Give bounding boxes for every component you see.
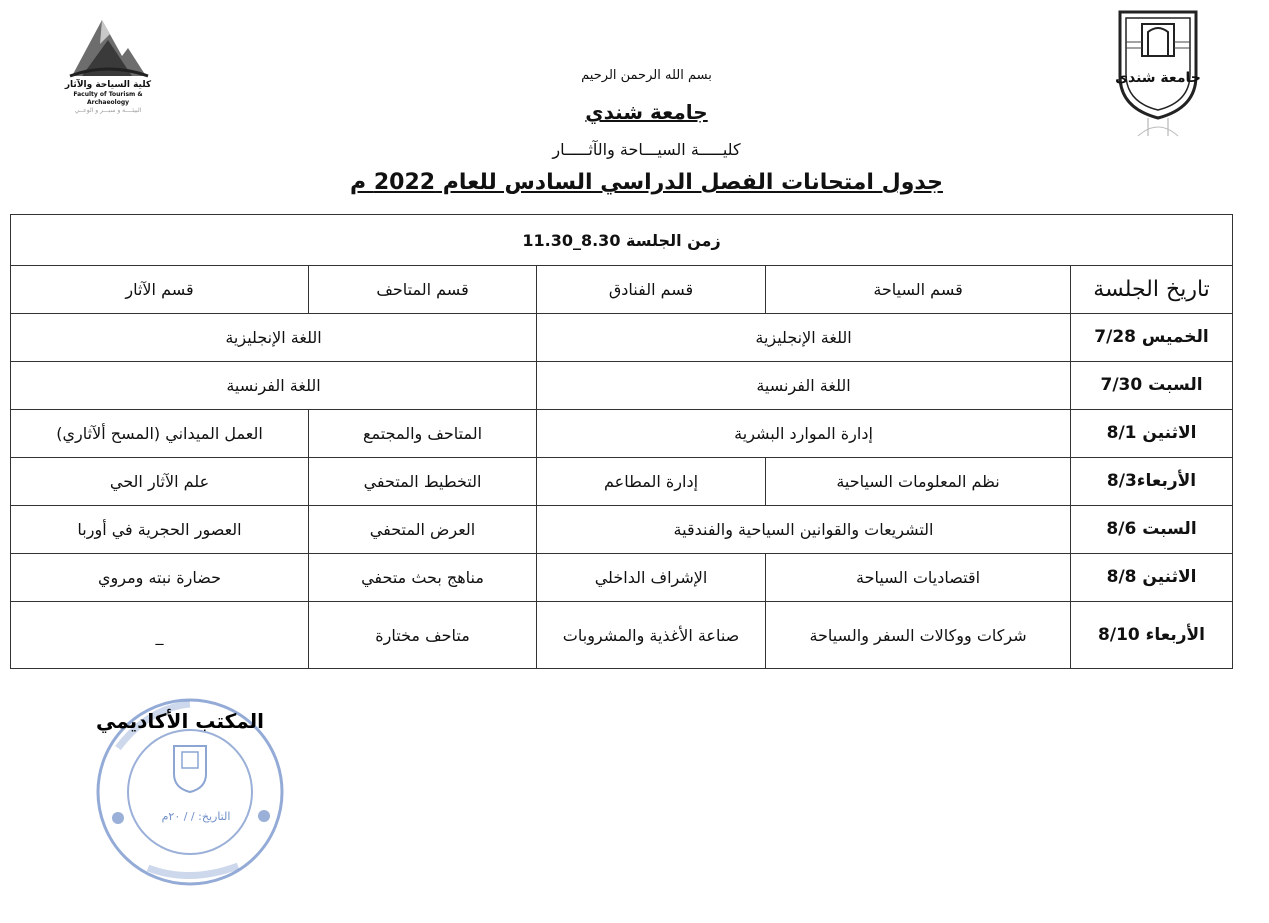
row-date: الأربعاء 8/10 [1071, 602, 1233, 669]
row-tourism-hotels: إدارة الموارد البشرية [537, 410, 1071, 458]
table-row [11, 506, 1233, 554]
college-logo-arabic: كلية السياحة والآثار [64, 80, 152, 90]
row-museums: العرض المتحفي [309, 506, 537, 554]
row-museums: التخطيط المتحفي [309, 458, 537, 506]
row-museums: متاحف مختارة [309, 602, 537, 669]
table-row [11, 410, 1233, 458]
row-archaeology: علم الآثار الحي [11, 458, 309, 506]
college-name: كليـــــة السيـــاحة والآثـــــار [552, 140, 741, 159]
row-museums-archaeology: اللغة الإنجليزية [11, 314, 537, 362]
svg-text:التاريخ: / / ٢٠م: التاريخ: / / ٢٠م [161, 810, 231, 823]
row-date: الخميس 7/28 [1071, 314, 1233, 362]
document-title: جدول امتحانات الفصل الدراسي السادس للعام 2022 م [350, 170, 943, 195]
header-hotels: قسم الفنادق [537, 266, 766, 314]
row-date: الأربعاء8/3 [1071, 458, 1233, 506]
academic-office-label: المكتب الأكاديمي [96, 709, 265, 733]
row-archaeology: العصور الحجرية في أوربا [11, 506, 309, 554]
table-header-row [11, 266, 1233, 314]
row-museums: مناهج بحث متحفي [309, 554, 537, 602]
row-archaeology: _ [11, 602, 309, 669]
row-museums-archaeology: اللغة الفرنسية [11, 362, 537, 410]
basmala: بسم الله الرحمن الرحيم [581, 68, 712, 83]
row-hotels: إدارة المطاعم [537, 458, 766, 506]
row-museums: المتاحف والمجتمع [309, 410, 537, 458]
row-tourism: نظم المعلومات السياحية [766, 458, 1071, 506]
table-row [11, 362, 1233, 410]
session-time: زمن الجلسة 8.30_11.30 [11, 215, 1233, 266]
row-archaeology: العمل الميداني (المسح ألآثاري) [11, 410, 309, 458]
college-logo-motto: البيئــــة و سبـــر و الوعــي [74, 107, 142, 114]
table-row [11, 602, 1233, 669]
row-tourism-hotels: اللغة الإنجليزية [537, 314, 1071, 362]
session-time-row [11, 215, 1233, 266]
table-row [11, 554, 1233, 602]
row-hotels: صناعة الأغذية والمشروبات [537, 602, 766, 669]
row-hotels: الإشراف الداخلي [537, 554, 766, 602]
row-tourism-hotels: اللغة الفرنسية [537, 362, 1071, 410]
row-tourism-hotels: التشريعات والقوانين السياحية والفندقية [537, 506, 1071, 554]
university-name: جامعة شندي [585, 100, 708, 124]
svg-text:جامعة شندي: جامعة شندي [1115, 70, 1201, 86]
table-row [11, 458, 1233, 506]
row-date: الاثنين 8/8 [1071, 554, 1233, 602]
header-date: تاريخ الجلسة [1071, 266, 1233, 314]
row-date: الاثنين 8/1 [1071, 410, 1233, 458]
header-archaeology: قسم الآثار [11, 266, 309, 314]
row-tourism: اقتصاديات السياحة [766, 554, 1071, 602]
table-row [11, 314, 1233, 362]
row-tourism: شركات ووكالات السفر والسياحة [766, 602, 1071, 669]
row-date: السبت 8/6 [1071, 506, 1233, 554]
row-date: السبت 7/30 [1071, 362, 1233, 410]
college-logo-english: Faculty of Tourism & Archaeology [73, 91, 143, 106]
header-museums: قسم المتاحف [309, 266, 537, 314]
exam-schedule-table [10, 214, 1233, 669]
row-archaeology: حضارة نبته ومروي [11, 554, 309, 602]
header-tourism: قسم السياحة [766, 266, 1071, 314]
